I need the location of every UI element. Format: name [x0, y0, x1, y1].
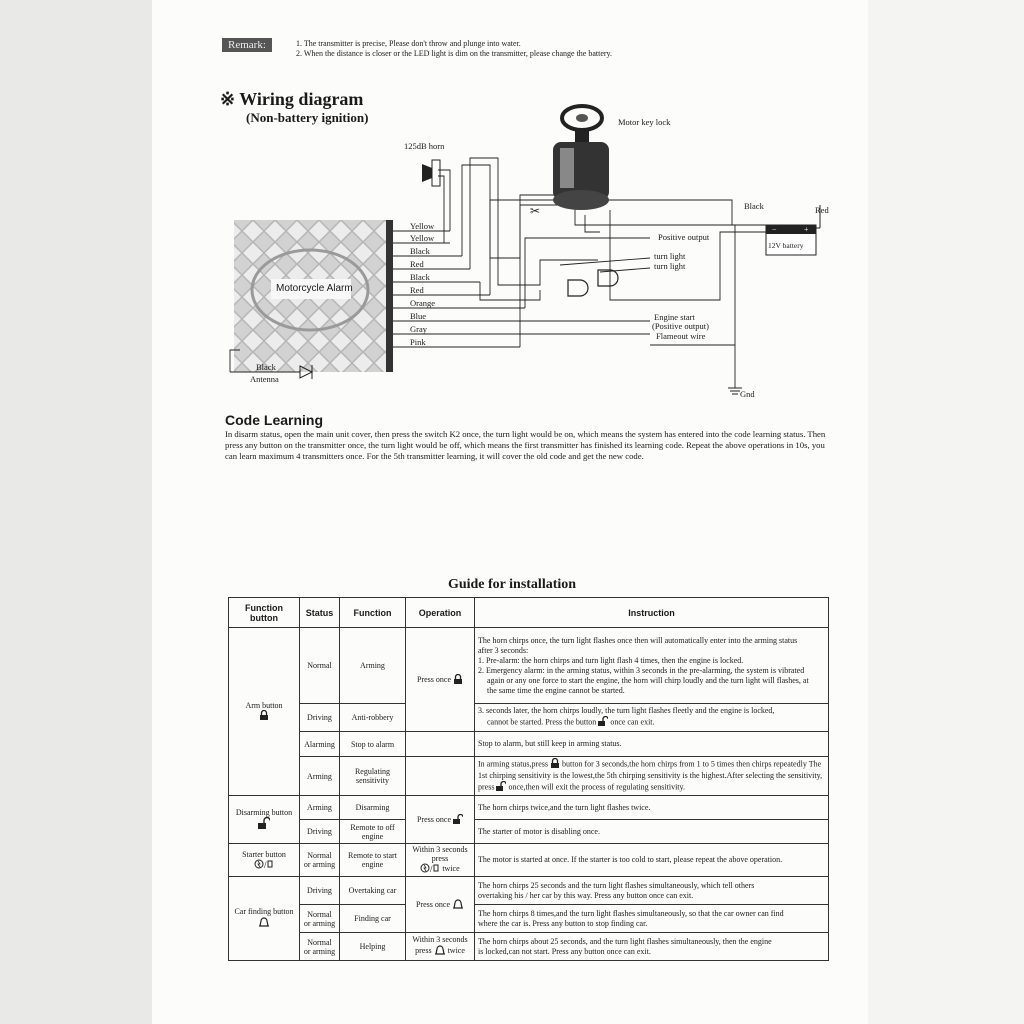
battery-label: 12V battery — [768, 241, 804, 250]
instruction-line: button for 3 seconds,the horn chirps from 1 to 5 times then chirps repeatedly The — [562, 759, 822, 769]
operation-cell — [406, 877, 475, 933]
antenna-label: Antenna — [250, 374, 279, 384]
bell-icon — [258, 916, 270, 930]
operation-cell — [406, 796, 475, 844]
arm-button-cell — [229, 628, 300, 796]
instruction-cell — [475, 757, 829, 796]
operation-label: twice — [442, 863, 460, 873]
starter-button-cell — [229, 844, 300, 877]
wire-label: Orange — [410, 298, 436, 308]
instruction-line: cannot be started. Press the button — [487, 717, 597, 727]
status-cell: Arming — [300, 757, 340, 796]
wire-label: Red — [410, 285, 424, 295]
starter-button-label: Starter button — [242, 849, 286, 859]
table-row — [229, 704, 829, 732]
table-row — [229, 628, 829, 704]
function-cell: Disarming — [340, 796, 406, 820]
instruction-line: again or any one force to start the engine, the horn will chirp loudly and the turn light will flashes, at — [487, 675, 809, 685]
positive-output-label: Positive output — [658, 232, 710, 242]
operation-label: Press once — [417, 674, 451, 684]
remark-line-1: 1. The transmitter is precise, Please don't throw and plunge into water. — [296, 39, 521, 48]
unlock-icon — [453, 814, 463, 826]
instruction-cell: The starter of motor is disabling once. — [475, 820, 829, 844]
instruction-line: once,then will exit the process of regulating sensitivity. — [508, 782, 686, 792]
svg-text:+: + — [804, 225, 809, 234]
wire-label: Yellow — [410, 221, 435, 231]
car-finding-button-cell — [229, 877, 300, 961]
table-row — [229, 732, 829, 757]
header-function-button: Function button — [229, 598, 300, 628]
operation-cell — [406, 933, 475, 961]
function-cell: Overtaking car — [340, 877, 406, 905]
operation-cell — [406, 844, 475, 877]
instruction-cell — [475, 877, 829, 905]
alarm-label: Motorcycle Alarm — [276, 283, 353, 294]
status-cell: Normal — [300, 628, 340, 704]
instruction-line: press — [478, 782, 495, 792]
key-lock-label: Motor key lock — [618, 117, 671, 127]
lock-icon — [550, 758, 560, 771]
instruction-cell — [475, 704, 829, 732]
wiring-subtitle: (Non-battery ignition) — [246, 110, 369, 125]
guide-title: Guide for installation — [447, 577, 577, 592]
svg-text:−: − — [772, 225, 777, 234]
table-header-row — [229, 598, 829, 628]
function-cell: Helping — [340, 933, 406, 961]
header-instruction: Instruction — [475, 598, 829, 628]
status-cell: Normal or arming — [300, 933, 340, 961]
table-row — [229, 757, 829, 796]
instruction-line: The horn chirps 8 times,and the turn light flashes simultaneously, so that the car owner can find — [478, 908, 784, 918]
turn-light-label-1: turn light — [654, 251, 686, 261]
horn-icon — [422, 160, 440, 186]
red-label: Red — [815, 205, 829, 215]
engine-start-sub-label: (Positive output) — [652, 321, 709, 331]
operation-label: Press once — [417, 814, 451, 824]
status-cell: Alarming — [300, 732, 340, 757]
operation-label: Within 3 seconds press — [412, 845, 468, 863]
operation-cell — [406, 732, 475, 757]
function-cell: Finding car — [340, 905, 406, 933]
instruction-line: the same time the engine cannot be started. — [487, 685, 625, 695]
unlock-icon — [258, 817, 270, 831]
flameout-label: Flameout wire — [656, 331, 706, 341]
table-row — [229, 820, 829, 844]
function-cell: Anti-robbery — [340, 704, 406, 732]
operation-label: Within 3 seconds — [412, 935, 468, 944]
instruction-line: 2. Emergency alarm: in the arming status, within 3 seconds in the pre-alarming, the system is vibrated — [478, 665, 805, 675]
start-icon — [254, 859, 274, 871]
turn-light-label-2: turn light — [654, 261, 686, 271]
table-row — [229, 877, 829, 905]
turn-light-icon — [568, 270, 618, 296]
scissors-icon: ✂ — [530, 204, 541, 218]
lock-icon — [259, 710, 269, 722]
unlock-icon — [496, 781, 506, 794]
instruction-line: after 3 seconds: — [478, 645, 529, 655]
bell-icon — [452, 898, 464, 912]
instruction-line: overtaking his / her car by this way. Press any button once can exit. — [478, 890, 694, 900]
svg-text:/: / — [264, 859, 267, 869]
instruction-line: where the car is. Press any button to stop finding car. — [478, 918, 648, 928]
instruction-cell — [475, 933, 829, 961]
instruction-line: 3. seconds later, the horn chirps loudly, the turn light flashes fleetly and the engine is locked, — [478, 706, 775, 715]
disarm-button-label: Disarming button — [235, 808, 293, 817]
wiring-diagram — [0, 0, 1024, 420]
table-row — [229, 796, 829, 820]
header-operation: Operation — [406, 598, 475, 628]
start-icon — [420, 863, 440, 875]
installation-guide-table — [228, 597, 829, 961]
operation-cell — [406, 757, 475, 796]
instruction-line: In arming status,press — [478, 759, 548, 769]
remark-line-2: 2. When the distance is closer or the LED light is dim on the transmitter, please change the battery. — [296, 49, 613, 58]
function-cell: Arming — [340, 628, 406, 704]
table-row — [229, 905, 829, 933]
unlock-icon — [598, 716, 608, 729]
code-learning-heading: Code Learning — [225, 412, 324, 428]
wire-label: Blue — [410, 311, 427, 321]
function-cell: Stop to alarm — [340, 732, 406, 757]
status-cell: Arming — [300, 796, 340, 820]
code-learning-text: In disarm status, open the main unit cover, then press the switch K2 once, the turn light would be on, which means the system has entered into the code learning status. Then press any button on the transmitter once, the turn light would be off, which means the first transmitter has finished its learning code. Repeat the above operations in 10s, you can learn maximum 4 transmitters once. For the 5th transmitter learning, it will cover the old code and get the new code. — [225, 429, 826, 461]
status-cell: Driving — [300, 820, 340, 844]
bell-icon — [434, 944, 446, 958]
horn-label: 125dB horn — [404, 141, 445, 151]
remark-tag: Remark: — [222, 38, 272, 52]
instruction-line: 1. Pre-alarm: the horn chirps and turn light flash 4 times, then the engine is locked. — [478, 655, 744, 665]
wire-label: Pink — [410, 337, 426, 347]
wire-label: Gray — [410, 324, 427, 334]
status-cell: Normal or arming — [300, 905, 340, 933]
svg-text:/: / — [430, 864, 433, 873]
instruction-line: 1st chirping sensitivity is the lowest,the 5th chirping sensitivity is the highest.After selecting the sensitivity, — [478, 771, 823, 780]
instruction-line: The horn chirps about 25 seconds, and the turn light flashes simultaneously, then the engine — [478, 936, 772, 946]
car-finding-button-label: Car finding button — [234, 907, 294, 916]
instruction-cell: The motor is started at once. If the starter is too cold to start, please repeat the above operation. — [475, 844, 829, 877]
operation-label: Press once — [416, 899, 450, 909]
instruction-cell: Stop to alarm, but still keep in arming status. — [475, 732, 829, 757]
function-cell: Remote to off engine — [340, 820, 406, 844]
table-row — [229, 844, 829, 877]
table-row — [229, 933, 829, 961]
instruction-line: The horn chirps 25 seconds and the turn light flashes simultaneously, which tell others — [478, 880, 755, 890]
operation-label: press — [415, 945, 432, 955]
instruction-cell: The horn chirps twice,and the turn light flashes twice. — [475, 796, 829, 820]
header-function: Function — [340, 598, 406, 628]
arm-button-label: Arm button — [245, 701, 283, 710]
operation-cell — [406, 628, 475, 732]
wiring-title: ※ Wiring diagram — [220, 89, 364, 109]
operation-label: twice — [447, 945, 465, 955]
wire-label: Black — [410, 272, 430, 282]
lock-icon — [453, 674, 463, 686]
instruction-line: once can exit. — [610, 717, 655, 727]
instruction-cell — [475, 628, 829, 704]
disarm-button-cell — [229, 796, 300, 844]
instruction-line: The horn chirps once, the turn light flashes once then will automatically enter into the arming status — [478, 635, 798, 645]
wire-label: Yellow — [410, 233, 435, 243]
antenna-wire-label: Black — [256, 362, 276, 372]
header-status: Status — [300, 598, 340, 628]
engine-start-label: Engine start — [654, 312, 695, 322]
instruction-line: is locked,can not start. Press any button once can exit. — [478, 946, 651, 956]
wire-label: Black — [410, 246, 430, 256]
instruction-cell — [475, 905, 829, 933]
function-cell: Remote to start engine — [340, 844, 406, 877]
function-cell: Regulating sensitivity — [340, 757, 406, 796]
wire-label: Red — [410, 259, 424, 269]
status-cell: Normal or arming — [300, 844, 340, 877]
status-cell: Driving — [300, 877, 340, 905]
gnd-label: Gnd — [740, 389, 755, 399]
key-lock-icon — [553, 106, 609, 210]
black-label: Black — [744, 201, 764, 211]
status-cell: Driving — [300, 704, 340, 732]
